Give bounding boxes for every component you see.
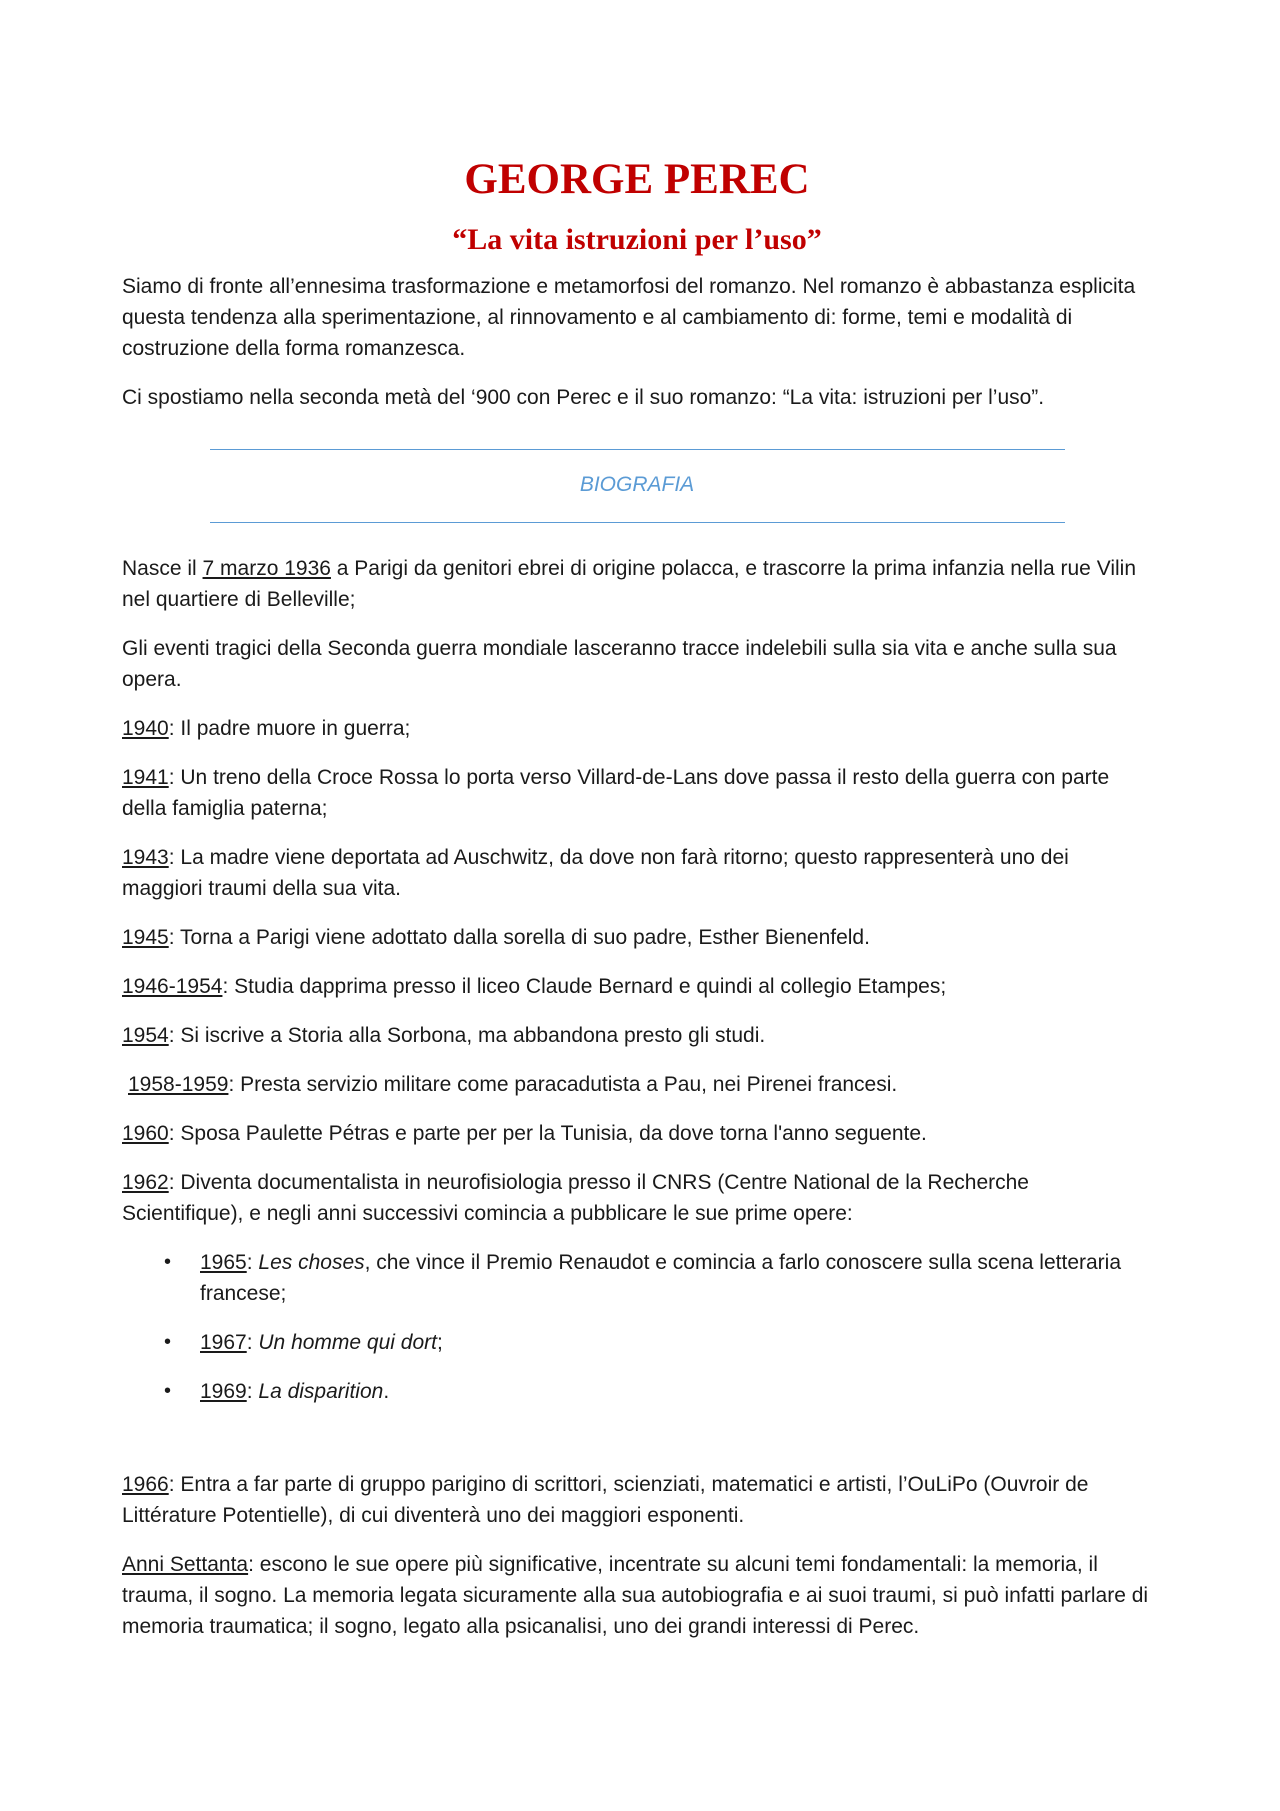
timeline-year: 1958-1959 — [128, 1073, 229, 1096]
document-subtitle: “La vita istruzioni per l’uso” — [452, 223, 822, 256]
bullet-icon: • — [164, 1251, 172, 1273]
list-item — [164, 1327, 1152, 1358]
timeline-text: : escono le sue opere più significative, incentrate su alcuni temi fondamentali: la memoria, il trauma, il sogno. La memoria legata sicuramente alla sua autobiografia e ai suoi traumi, si può infatti parlare di memoria traumatica; il sogno, legato alla psicanalisi, uno dei grandi interessi di Perec. — [122, 1553, 1149, 1638]
timeline-text: : La madre viene deportata ad Auschwitz, da dove non farà ritorno; questo rappresenterà uno dei maggiori traumi della sua vita. — [122, 846, 1069, 900]
works-list — [122, 1247, 1152, 1407]
work-title: Un homme qui dort — [258, 1331, 437, 1354]
timeline-year: 1945 — [122, 926, 169, 949]
seventies-paragraph — [122, 1549, 1152, 1642]
timeline-year: 1954 — [122, 1024, 169, 1047]
work-sep: : — [246, 1380, 259, 1403]
timeline-text: : Sposa Paulette Pétras e parte per per la Tunisia, da dove torna l'anno seguente. — [168, 1122, 927, 1145]
work-rest: , che vince il Premio Renaudot e comincia a farlo conoscere sulla scena letteraria francese; — [200, 1251, 1122, 1305]
timeline-text: : Studia dapprima presso il liceo Claude Bernard e quindi al collegio Etampes; — [222, 975, 947, 998]
timeline-entry-1960 — [122, 1118, 1152, 1149]
birth-paragraph — [122, 553, 1152, 615]
timeline-entry-1954 — [122, 1020, 1152, 1051]
timeline-text: : Il padre muore in guerra; — [168, 717, 411, 740]
birth-post: a Parigi da genitori ebrei di origine polacca, e trascorre la prima infanzia nella rue Vilin nel quartiere di Belleville; — [122, 557, 1136, 611]
intro-paragraph-1: Siamo di fronte all’ennesima trasformazione e metamorfosi del romanzo. Nel romanzo è abbastanza esplicita questa tendenza alla sperimentazione, al rinnovamento e al cambiamento di: forme, temi e modalità di costruzione della forma romanzesca. — [122, 275, 1136, 360]
work-year: 1967 — [200, 1331, 247, 1354]
oulipo-paragraph — [122, 1469, 1152, 1531]
timeline-entry-1958-1959 — [122, 1069, 1152, 1100]
work-sep: : — [246, 1331, 259, 1354]
timeline-entry-1941 — [122, 762, 1152, 824]
timeline-entry-1962 — [122, 1167, 1152, 1229]
work-title: Les choses — [258, 1251, 365, 1274]
section-heading-biografia — [210, 449, 1065, 523]
work-title: La disparition — [258, 1380, 384, 1403]
work-year: 1969 — [200, 1380, 247, 1403]
timeline-year: 1962 — [122, 1171, 169, 1194]
list-item — [164, 1376, 1152, 1407]
birth-date: 7 marzo 1936 — [202, 557, 331, 580]
bullet-icon: • — [164, 1331, 172, 1353]
birth-pre: Nasce il — [122, 557, 203, 580]
timeline-year: 1946-1954 — [122, 975, 223, 998]
timeline-text: : Torna a Parigi viene adottato dalla sorella di suo padre, Esther Bienenfeld. — [168, 926, 870, 949]
document-page — [122, 150, 1152, 1660]
timeline-year: 1941 — [122, 766, 169, 789]
timeline-text: : Si iscrive a Storia alla Sorbona, ma abbandona presto gli studi. — [168, 1024, 766, 1047]
list-item — [164, 1247, 1152, 1309]
timeline-year: 1960 — [122, 1122, 169, 1145]
section-heading-label: BIOGRAFIA — [579, 473, 695, 496]
timeline-text: : Diventa documentalista in neurofisiologia presso il CNRS (Centre National de la Recherche Scientifique), e negli anni successivi comincia a pubblicare le sue prime opere: — [122, 1171, 1029, 1225]
work-rest: ; — [436, 1331, 443, 1354]
intro-paragraph-2: Ci spostiamo nella seconda metà del ‘900 con Perec e il suo romanzo: “La vita: istruzioni per l’uso”. — [122, 386, 1045, 409]
timeline-year: 1966 — [122, 1473, 169, 1496]
work-sep: : — [246, 1251, 259, 1274]
timeline-year: Anni Settanta — [122, 1553, 249, 1576]
timeline-text: : Presta servizio militare come paracadutista a Pau, nei Pirenei francesi. — [228, 1073, 898, 1096]
timeline-entry-1946-1954 — [122, 971, 1152, 1002]
work-rest: . — [383, 1380, 390, 1403]
timeline-entry-1943 — [122, 842, 1152, 904]
timeline-text: : Entra a far parte di gruppo parigino di scrittori, scienziati, matematici e artisti, l’OuLiPo (Ouvroir de Littérature Potentielle), di cui diventerà uno dei maggiori esponenti. — [122, 1473, 1089, 1527]
timeline-text: : Un treno della Croce Rossa lo porta verso Villard-de-Lans dove passa il resto della guerra con parte della famiglia paterna; — [122, 766, 1110, 820]
timeline-year: 1940 — [122, 717, 169, 740]
war-paragraph: Gli eventi tragici della Seconda guerra mondiale lasceranno tracce indelebili sulla sia vita e anche sulla sua opera. — [122, 637, 1117, 691]
bullet-icon: • — [164, 1380, 172, 1402]
document-title: GEORGE PEREC — [464, 156, 810, 203]
timeline-year: 1943 — [122, 846, 169, 869]
timeline-entry-1945 — [122, 922, 1152, 953]
timeline-entry-1940 — [122, 713, 1152, 744]
work-year: 1965 — [200, 1251, 247, 1274]
